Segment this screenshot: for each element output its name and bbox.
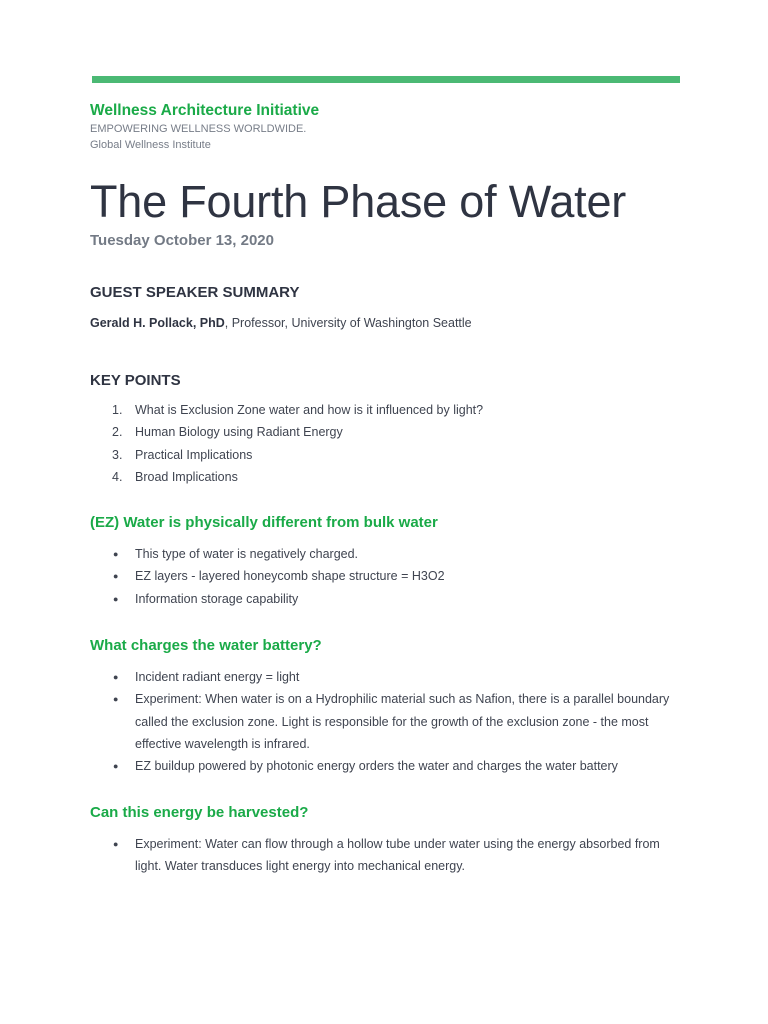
bullet-text: EZ layers - layered honeycomb shape structure = H3O2	[135, 569, 445, 584]
ez-water-heading: (EZ) Water is physically different from bulk water	[90, 514, 438, 531]
key-point-item	[90, 466, 680, 488]
list-number: 4.	[112, 469, 123, 484]
key-points-list	[90, 399, 680, 488]
water-battery-heading: What charges the water battery?	[90, 637, 322, 654]
bullet-item	[90, 666, 680, 688]
bullet-text: EZ buildup powered by photonic energy orders the water and charges the water battery	[135, 759, 618, 774]
bullet-icon: ●	[113, 694, 119, 705]
speaker-details: , Professor, University of Washington Seattle	[224, 316, 472, 330]
bullet-icon: ●	[113, 761, 119, 772]
bullet-icon: ●	[113, 672, 119, 682]
document-date: Tuesday October 13, 2020	[90, 232, 274, 249]
bullet-item	[90, 588, 680, 610]
bullet-item	[90, 543, 680, 565]
bullet-text: This type of water is negatively charged.	[135, 547, 359, 561]
bullet-icon: ●	[113, 549, 119, 559]
key-point-item	[90, 444, 680, 466]
key-point-text: Practical Implications	[135, 447, 253, 462]
bullet-icon: ●	[113, 593, 119, 604]
speaker-line	[90, 316, 472, 330]
institute-name: Global Wellness Institute	[90, 139, 211, 151]
bullet-item	[90, 688, 680, 755]
bullet-item	[90, 833, 680, 878]
bullet-item	[90, 565, 680, 587]
key-point-text: Human Biology using Radiant Energy	[135, 425, 343, 440]
energy-harvest-bullets	[90, 833, 680, 878]
key-points-heading: KEY POINTS	[90, 372, 181, 389]
bullet-item	[90, 755, 680, 777]
document-title: The Fourth Phase of Water	[90, 176, 627, 227]
bullet-icon: ●	[113, 839, 119, 849]
bullet-text: Incident radiant energy = light	[135, 670, 300, 684]
key-point-text: What is Exclusion Zone water and how is it influenced by light?	[135, 403, 484, 417]
header-accent-bar	[92, 76, 680, 83]
water-battery-bullets	[90, 666, 680, 777]
list-number: 3.	[112, 447, 123, 462]
list-number: 1.	[112, 403, 123, 417]
list-number: 2.	[112, 425, 123, 440]
bullet-text: Experiment: When water is on a Hydrophilic material such as Nafion, there is a parallel boundary called the exclusion zone. Light is responsible for the growth of the exclusion zone - the most effective wavelength is infrared.	[135, 692, 670, 751]
key-point-item	[90, 421, 680, 443]
energy-harvest-heading: Can this energy be harvested?	[90, 804, 309, 821]
speaker-summary-heading: GUEST SPEAKER SUMMARY	[90, 284, 300, 301]
speaker-name: Gerald H. Pollack, PhD	[90, 316, 225, 330]
org-name: Wellness Architecture Initiative	[90, 102, 320, 119]
ez-water-bullets	[90, 543, 680, 610]
org-tagline: EMPOWERING WELLNESS WORLDWIDE.	[90, 123, 307, 135]
bullet-text: Information storage capability	[135, 591, 299, 606]
bullet-icon: ●	[113, 571, 119, 582]
key-point-item	[90, 399, 680, 421]
bullet-text: Experiment: Water can flow through a hollow tube under water using the energy absorbed from light. Water transduces light energy into mechanical energy.	[135, 837, 660, 874]
key-point-text: Broad Implications	[135, 469, 238, 484]
